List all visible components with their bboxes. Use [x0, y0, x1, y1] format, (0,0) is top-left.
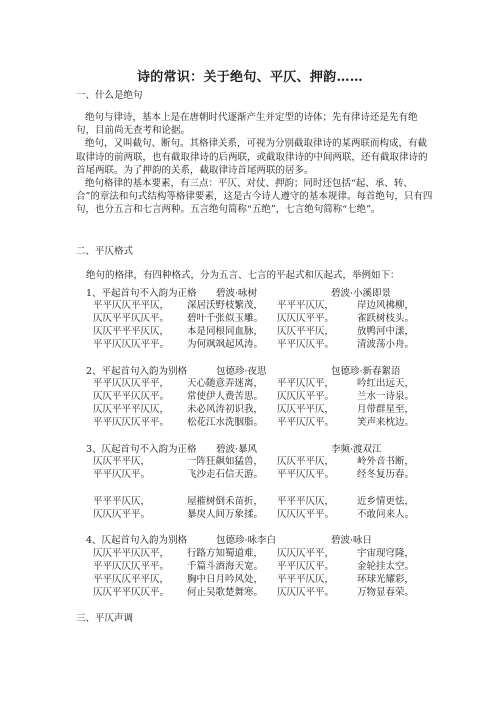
pattern-text: 仄仄仄平平。: [277, 391, 335, 402]
pattern-text: 平平仄仄仄平平。: [93, 417, 170, 428]
poem-text: 暴戾人间万象揉。: [187, 509, 264, 520]
pattern-text: 仄仄仄平平，: [277, 548, 335, 559]
pattern-text: 仄仄平平仄仄平，: [93, 548, 170, 559]
section1-paragraph: 绝句格律的基本要素，有三点：平仄、对仗、押韵；同时还包括“起、承、转、合”的章法和句式结构等格律要素，这是古今诗人遵守的基本规律。每首绝句，只有四句，也分五言和七言两种。五言绝句简称“五绝”，七言绝句简称“七绝”。: [76, 178, 433, 216]
poem-text: 松花江水洗胭脂。: [187, 417, 264, 428]
group-label: 1、平起首句不入韵为正格: [86, 288, 197, 299]
poem-text: 清波荡小舟。: [357, 339, 415, 350]
poem-row: [0, 466, 500, 479]
example-title: 碧波·暴风: [216, 444, 258, 455]
pattern-text: 仄仄平平仄，: [93, 456, 151, 467]
pattern-text: 平平平仄仄，: [277, 496, 335, 507]
group-label: 4、仄起首句入韵为别格: [86, 535, 188, 546]
example-title: 包德珍·新春絮语: [331, 366, 401, 377]
pattern-text: 平平仄仄平。: [277, 561, 335, 572]
pattern-text: 仄仄仄平平。: [93, 509, 151, 520]
poem-text: 不敢问来人。: [357, 509, 415, 520]
poem-row: [0, 375, 500, 388]
poem-row: [0, 558, 500, 571]
poem-row: [0, 545, 500, 558]
poem-row: [0, 414, 500, 427]
poem-row: [0, 310, 500, 323]
pattern-text: 仄仄仄平平。: [277, 509, 335, 520]
example-title: 李频·渡双江: [331, 444, 382, 455]
pattern-text: 仄仄平平仄，: [277, 404, 335, 415]
pattern-text: 仄仄平平仄仄平。: [93, 391, 170, 402]
poem-row: [0, 453, 500, 466]
poem-text: 何止吴歌楚舞寒。: [187, 587, 264, 598]
section1-heading: 一、什么是绝句: [76, 90, 143, 101]
example-title: 包德珍·咏李白: [216, 535, 277, 546]
page-title: 诗的常识：关于绝句、平仄、押韵……: [136, 70, 364, 85]
group-label: 2、平起首句入韵为别格: [86, 366, 188, 377]
poem-row: [0, 388, 500, 401]
poem-row: [0, 584, 500, 597]
pattern-text: 平平仄仄平。: [277, 339, 335, 350]
poem-text: 吟红出远天，: [357, 378, 415, 389]
example-title: 碧波·小溪即景: [331, 288, 392, 299]
section1-body: [76, 111, 436, 217]
poem-row: [0, 506, 500, 519]
section3-heading: 三、平仄声调: [76, 613, 134, 624]
poem-text: 兰水一诗泉。: [357, 391, 415, 402]
poem-text: 本是同根同血脉，: [187, 326, 264, 337]
poem-text: 放鸭河中漾，: [357, 326, 415, 337]
poem-row: [0, 323, 500, 336]
poem-text: 一阵狂飙如猛兽，: [187, 456, 264, 467]
pattern-text: 平平仄仄仄平平，: [93, 378, 170, 389]
pattern-text: 平平仄仄平平仄，: [93, 300, 170, 311]
poem-text: 未必风涛初识我，: [187, 404, 264, 415]
poem-text: 环球光耀彩，: [357, 574, 415, 585]
poem-text: 金轮挂太空。: [357, 561, 415, 572]
poem-text: 岭外音书断，: [357, 456, 415, 467]
poem-text: 月带群星至，: [357, 404, 415, 415]
pattern-text: 平平仄仄平，: [277, 378, 335, 389]
poem-row: [0, 336, 500, 349]
example-title: 碧波·咏日: [331, 535, 373, 546]
poem-row: [0, 297, 500, 310]
poem-row: [0, 571, 500, 584]
poem-text: 宇宙现穹隆，: [357, 548, 415, 559]
poem-text: 碧叶千张似玉雕。: [187, 313, 264, 324]
example-title: 碧波·咏树: [216, 288, 258, 299]
poem-text: 岸边风拂柳，: [357, 300, 415, 311]
poem-text: 飞沙走石信天游。: [187, 469, 264, 480]
section2-heading: 二、平仄格式: [76, 246, 134, 257]
pattern-text: 仄仄仄平平。: [277, 587, 335, 598]
pattern-text: 平平仄仄平。: [277, 469, 335, 480]
poem-row: [0, 401, 500, 414]
poem-text: 常使伊人费苦思。: [187, 391, 264, 402]
poem-text: 行路方知蜀道难，: [187, 548, 264, 559]
pattern-text: 仄仄平平仄，: [277, 456, 335, 467]
pattern-text: 仄仄平平平仄仄，: [93, 326, 170, 337]
pattern-text: 平平平仄仄，: [277, 300, 335, 311]
poem-text: 天心随意弄迷离，: [187, 378, 264, 389]
section1-paragraph: 绝句与律诗，基本上是在唐朝时代逐渐产生并定型的诗体；先有律诗还是先有绝句，目前尚无查考和论据。: [76, 112, 418, 137]
poem-text: 屋摧树倒禾苗折，: [187, 496, 264, 507]
pattern-text: 平平仄仄平平仄，: [93, 574, 170, 585]
poem-text: 笑声来枕边。: [357, 417, 415, 428]
poem-text: 深居沃野枝繁茂，: [187, 300, 264, 311]
group-label: 3、仄起首句不入韵为正格: [86, 444, 197, 455]
pattern-text: 仄仄平平仄仄平。: [93, 313, 170, 324]
poem-row: [0, 493, 500, 506]
poem-text: 经冬复历春。: [357, 469, 415, 480]
pattern-text: 平平平仄仄，: [277, 574, 335, 585]
pattern-text: 仄仄平平仄仄平。: [93, 587, 170, 598]
section1-paragraph: 绝句，又叫截句、断句。其格律关系，可视为分别截取律诗的某两联而构成，有截取律诗的前两联，也有截取律诗的后两联，或截取律诗的中间两联，还有截取律诗的首尾两联。为了押韵的关系，截取律诗首尾两联的居多。: [76, 138, 428, 176]
example-title: 包德珍·夜思: [216, 366, 267, 377]
poem-text: 胸中日月吟风处，: [187, 574, 264, 585]
poem-text: 近乡情更怯，: [357, 496, 415, 507]
poem-text: 万物显春荣。: [357, 587, 415, 598]
poem-text: 为何飒飒起风涛。: [187, 339, 264, 350]
pattern-text: 仄仄平平平仄仄，: [93, 404, 170, 415]
pattern-text: 平平仄仄仄平平。: [93, 561, 170, 572]
poem-text: 雀跃树枝头。: [357, 313, 415, 324]
section2-intro: 绝句的格律，有四种格式，分为五言、七言的平起式和仄起式，举例如下：: [86, 270, 400, 281]
pattern-text: 平平仄仄仄平平。: [93, 339, 170, 350]
pattern-text: 仄仄平平仄，: [277, 326, 335, 337]
pattern-text: 平平仄仄平。: [277, 417, 335, 428]
poem-text: 千篇斗酒海天宽。: [187, 561, 264, 572]
pattern-text: 平平仄仄平。: [93, 469, 151, 480]
pattern-text: 仄仄仄平平。: [277, 313, 335, 324]
pattern-text: 平平平仄仄，: [93, 496, 151, 507]
